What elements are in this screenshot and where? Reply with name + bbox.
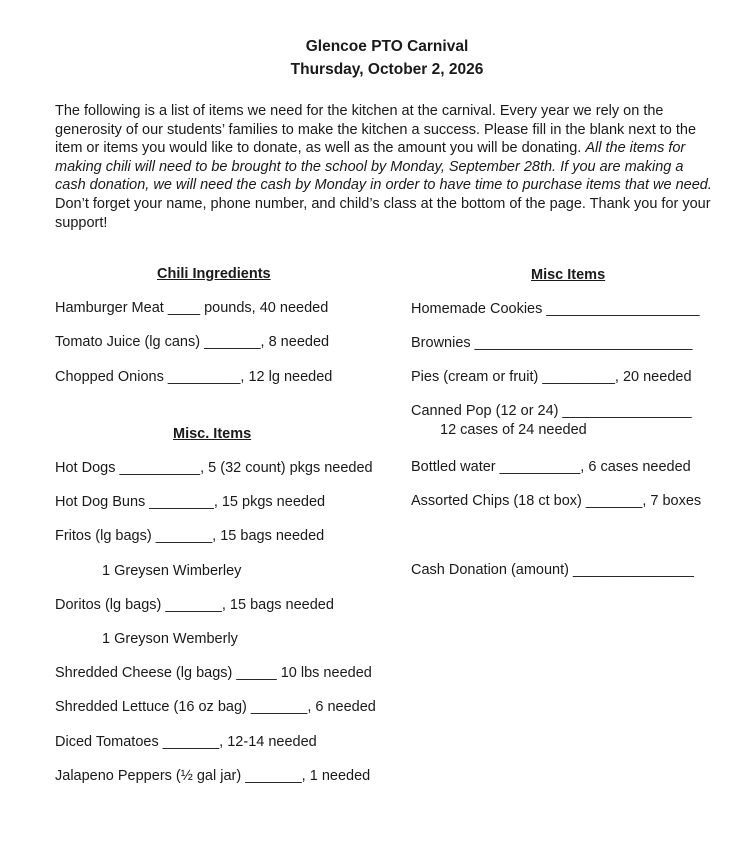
misc-items-heading-right: Misc Items bbox=[531, 267, 606, 283]
item-shredded-lettuce: Shredded Lettuce (16 oz bag) _______, 6 needed bbox=[55, 699, 376, 715]
item-pies: Pies (cream or fruit) _________, 20 needed bbox=[411, 369, 692, 385]
item-shredded-cheese: Shredded Cheese (lg bags) _____ 10 lbs needed bbox=[55, 665, 372, 681]
item-homemade-cookies: Homemade Cookies ___________________ bbox=[411, 301, 700, 317]
item-diced-tomatoes: Diced Tomatoes _______, 12-14 needed bbox=[55, 734, 317, 750]
doritos-volunteer: 1 Greyson Wemberly bbox=[102, 631, 238, 647]
item-canned-pop: Canned Pop (12 or 24) ________________ bbox=[411, 403, 692, 419]
item-chopped-onions: Chopped Onions _________, 12 lg needed bbox=[55, 369, 333, 385]
item-hot-dog-buns: Hot Dog Buns ________, 15 pkgs needed bbox=[55, 494, 326, 510]
item-cash-donation: Cash Donation (amount) _______________ bbox=[411, 562, 694, 578]
item-bottled-water: Bottled water __________, 6 cases needed bbox=[411, 459, 691, 475]
item-assorted-chips: Assorted Chips (18 ct box) _______, 7 boxes bbox=[411, 493, 702, 509]
item-hamburger-meat: Hamburger Meat ____ pounds, 40 needed bbox=[55, 300, 329, 316]
item-jalapeno-peppers: Jalapeno Peppers (½ gal jar) _______, 1 needed bbox=[55, 768, 371, 784]
item-doritos: Doritos (lg bags) _______, 15 bags needed bbox=[55, 597, 334, 613]
page-title: Glencoe PTO Carnival bbox=[305, 38, 469, 55]
item-fritos: Fritos (lg bags) _______, 15 bags needed bbox=[55, 528, 325, 544]
item-hot-dogs: Hot Dogs __________, 5 (32 count) pkgs needed bbox=[55, 460, 373, 476]
canned-pop-note: 12 cases of 24 needed bbox=[440, 422, 587, 438]
intro-text-2: Don’t forget your name, phone number, and child’s class at the bottom of the page. Thank you for your support! bbox=[55, 195, 711, 231]
item-brownies: Brownies ___________________________ bbox=[411, 335, 693, 351]
fritos-volunteer: 1 Greysen Wimberley bbox=[102, 563, 242, 579]
item-tomato-juice: Tomato Juice (lg cans) _______, 8 needed bbox=[55, 334, 330, 350]
misc-items-heading-left: Misc. Items bbox=[173, 426, 252, 442]
intro-italic-text: All the items for making chili will need to be brought to the school by Monday, September 28th. If you are making a cash donation, we will need the cash by Monday in order to have time to purchase items that we need. bbox=[55, 140, 712, 194]
chili-ingredients-heading: Chili Ingredients bbox=[157, 266, 271, 282]
intro-text-1: The following is a list of items we need for the kitchen at the carnival. Every year we rely on the generosity of our students’ families to make the kitchen a success. Please fill in the blank next to the item or items you would like to donate, as well as the amount you will be donating. bbox=[55, 103, 697, 157]
event-date: Thursday, October 2, 2026 bbox=[290, 61, 484, 78]
intro-paragraph bbox=[55, 102, 715, 232]
